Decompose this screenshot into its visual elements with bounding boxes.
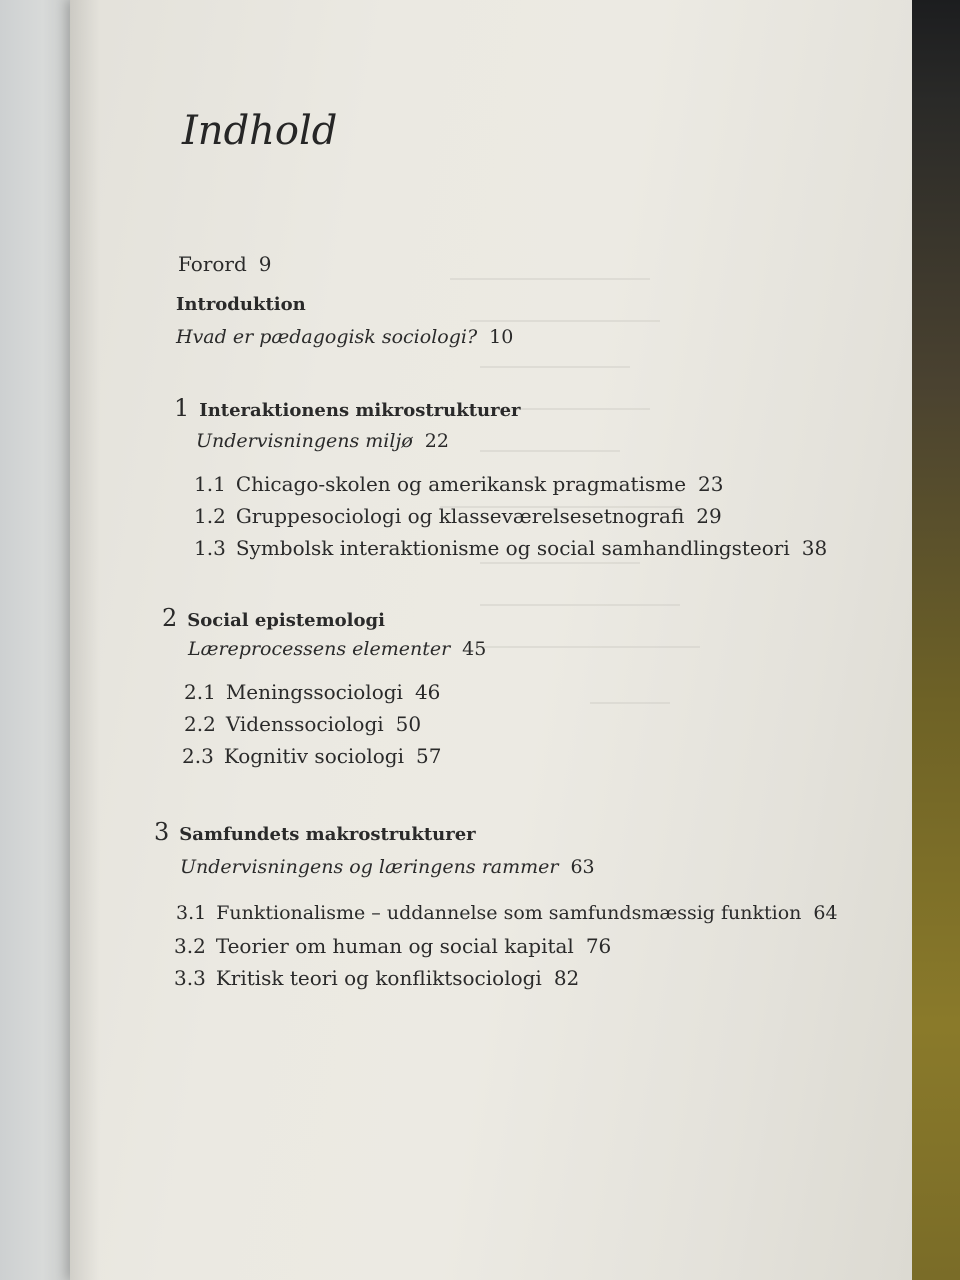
section-title: Videnssociologi (225, 712, 384, 736)
section-2-2 (184, 712, 421, 736)
page-number: 82 (553, 966, 580, 990)
page-number: 57 (416, 744, 442, 768)
chapter-number: 3 (154, 818, 170, 846)
subtitle-text: Læreprocessens elementer (188, 638, 451, 660)
section-number: 3.3 (174, 966, 206, 990)
section-number: 3.2 (174, 934, 206, 958)
page-number: 29 (696, 504, 722, 528)
page-number: 38 (801, 536, 828, 560)
subtitle-text: Hvad er pædagogisk sociologi? (176, 326, 478, 348)
page-number: 45 (462, 638, 487, 660)
toc-entry-introduktion-subtitle (176, 326, 513, 348)
section-title: Chicago-skolen og amerikansk pragmatisme (235, 472, 687, 496)
section-title: Gruppesociologi og klasseværelsesetnografi (235, 504, 685, 528)
page-number: 9 (258, 252, 272, 276)
section-number: 2.1 (184, 680, 216, 704)
page-number: 64 (813, 902, 838, 924)
page-number: 46 (414, 680, 441, 704)
chapter-number: 1 (174, 394, 190, 422)
section-3-1 (176, 902, 838, 924)
section-title: Kognitiv sociologi (223, 744, 405, 768)
chapter-3-subtitle (180, 856, 595, 878)
chapter-title: Interaktionens mikrostrukturer (199, 400, 521, 421)
section-2-3 (182, 744, 441, 768)
chapter-2-subtitle (188, 638, 486, 660)
section-3-3 (174, 966, 579, 990)
book-page (70, 0, 915, 1280)
section-2-1 (184, 680, 440, 704)
section-number: 2.3 (182, 744, 214, 768)
page-number: 63 (570, 856, 595, 878)
section-1-2 (194, 504, 722, 528)
section-title: Kritisk teori og konfliktsociologi (215, 966, 542, 990)
section-1-1 (194, 472, 724, 496)
subtitle-text: Undervisningens miljø (196, 430, 413, 452)
section-title: Symbolsk interaktionisme og social samhandlingsteori (235, 536, 790, 560)
section-number: 2.2 (184, 712, 216, 736)
page-number: 76 (585, 934, 612, 958)
chapter-3-heading (154, 818, 476, 846)
section-number: 1.1 (194, 472, 226, 496)
subtitle-text: Undervisningens og læringens rammer (180, 856, 559, 878)
page-number: 50 (395, 712, 422, 736)
chapter-title: Social epistemologi (187, 610, 385, 631)
chapter-1-subtitle (196, 430, 449, 452)
chapter-number: 2 (162, 604, 178, 632)
section-3-2 (174, 934, 611, 958)
section-number: 3.1 (176, 902, 207, 924)
background-book-spine (912, 0, 960, 1280)
toc-entry-forord (178, 252, 272, 276)
section-title: Teorier om human og social kapital (215, 934, 574, 958)
chapter-2-heading (162, 604, 385, 632)
left-page-edge (0, 0, 78, 1280)
page-number: 10 (489, 326, 514, 348)
chapter-title: Samfundets makrostrukturer (179, 824, 476, 845)
section-number: 1.3 (194, 536, 226, 560)
section-title: Funktionalisme – uddannelse som samfundsmæssig funktion (216, 902, 802, 924)
section-title: Meningssociologi (225, 680, 403, 704)
page-number: 22 (424, 430, 449, 452)
section-1-3 (194, 536, 827, 560)
toc-entry-label: Forord (178, 252, 247, 276)
toc-entry-introduktion: Introduktion (176, 294, 306, 315)
page-title: Indhold (182, 108, 338, 154)
section-number: 1.2 (194, 504, 226, 528)
page-number: 23 (698, 472, 724, 496)
chapter-1-heading (174, 394, 521, 422)
